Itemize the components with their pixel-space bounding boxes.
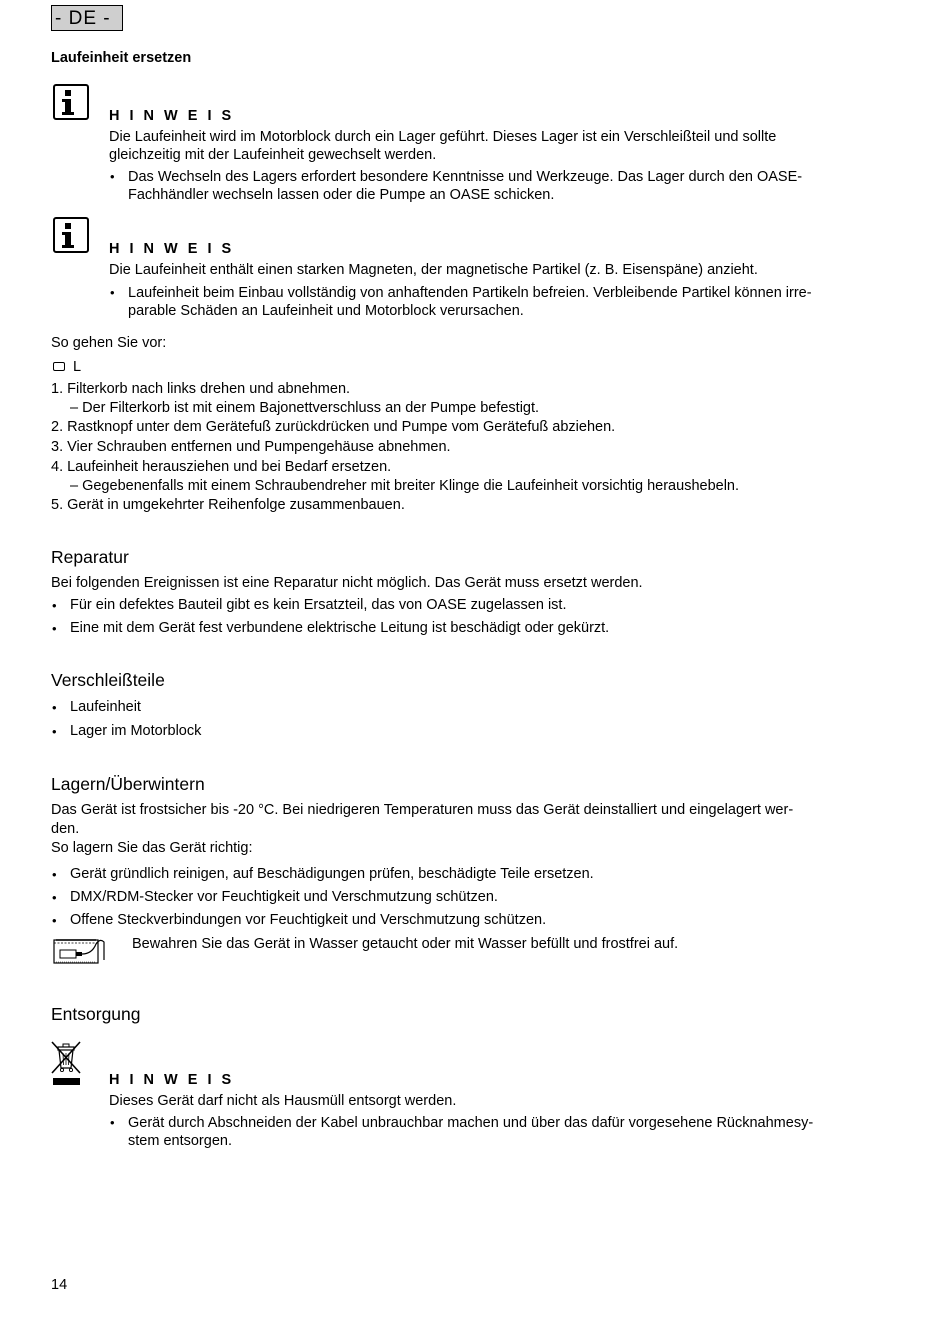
list-item: Gerät gründlich reinigen, auf Beschädigungen prüfen, beschädigte Teile ersetzen. [70, 866, 594, 882]
storage-icon-text: Bewahren Sie das Gerät in Wasser getaucht oder mit Wasser befüllt und frostfrei auf. [132, 936, 679, 952]
note-bullet-text: stem entsorgen. [128, 1133, 232, 1149]
note-bullet-text: Das Wechseln des Lagers erfordert besondere Kenntnisse und Werkzeuge. Das Lager durch den OASE- [128, 169, 803, 185]
steps-intro: So gehen Sie vor: [51, 335, 167, 351]
page-number: 14 [51, 1277, 68, 1293]
section-title-wear: Verschleißteile [51, 670, 165, 690]
step-subitem: – Gegebenenfalls mit einem Schraubendreher mit breiter Klinge die Laufeinheit vorsichtig heraushebeln. [70, 478, 740, 494]
section-title-replace: Laufeinheit ersetzen [51, 50, 192, 66]
section-title-disposal: Entsorgung [51, 1004, 141, 1024]
bullet-icon: • [52, 890, 57, 905]
bullet-icon: • [52, 700, 57, 715]
bullet-icon: • [52, 867, 57, 882]
section-title-storage: Lagern/Überwintern [51, 774, 205, 794]
info-icon [53, 217, 89, 253]
note-bullet-text: Fachhändler wechseln lassen oder die Pumpe an OASE schicken. [128, 187, 555, 203]
note-bullet-text: Gerät durch Abschneiden der Kabel unbrauchbar machen und über das dafür vorgesehene Rücknahmesy- [128, 1115, 814, 1131]
weee-bin-icon [50, 1040, 84, 1086]
step-item: 2. Rastknopf unter dem Gerätefuß zurückdrücken und Pumpe vom Gerätefuß abziehen. [51, 419, 616, 435]
note-label: H I N W E I S [109, 241, 235, 257]
note-text: gleichzeitig mit der Laufeinheit gewechselt werden. [109, 147, 437, 163]
bullet-icon: • [52, 598, 57, 613]
storage-text: Das Gerät ist frostsicher bis -20 °C. Bei niedrigeren Temperaturen muss das Gerät deinstalliert und eingelagert wer- [51, 802, 794, 818]
info-icon [53, 84, 89, 120]
storage-text: So lagern Sie das Gerät richtig: [51, 840, 253, 856]
bullet-icon: • [110, 169, 115, 184]
step-subitem: – Der Filterkorb ist mit einem Bajonettverschluss an der Pumpe befestigt. [70, 400, 540, 416]
note-text: Die Laufeinheit wird im Motorblock durch ein Lager geführt. Dieses Lager ist ein Verschleißteil und sollte [109, 129, 777, 145]
list-item: Für ein defektes Bauteil gibt es kein Ersatzteil, das von OASE zugelassen ist. [70, 597, 567, 613]
language-badge: - DE - [51, 5, 123, 31]
step-item: 5. Gerät in umgekehrter Reihenfolge zusammenbauen. [51, 497, 405, 513]
repair-intro: Bei folgenden Ereignissen ist eine Reparatur nicht möglich. Das Gerät muss ersetzt werden. [51, 575, 643, 591]
bullet-icon: • [110, 285, 115, 300]
note-bullet-text: parable Schäden an Laufeinheit und Motorblock verursachen. [128, 303, 524, 319]
step-item: 4. Laufeinheit herausziehen und bei Bedarf ersetzen. [51, 459, 392, 475]
list-item: DMX/RDM-Stecker vor Feuchtigkeit und Verschmutzung schützen. [70, 889, 498, 905]
bullet-icon: • [52, 913, 57, 928]
step-item: 3. Vier Schrauben entfernen und Pumpengehäuse abnehmen. [51, 439, 451, 455]
bullet-icon: • [110, 1115, 115, 1130]
section-title-repair: Reparatur [51, 547, 129, 567]
note-text: Die Laufeinheit enthält einen starken Magneten, der magnetische Partikel (z. B. Eisenspäne) anzieht. [109, 262, 758, 278]
list-item: Offene Steckverbindungen vor Feuchtigkeit und Verschmutzung schützen. [70, 912, 547, 928]
note-label: H I N W E I S [109, 108, 235, 124]
note-bullet-text: Laufeinheit beim Einbau vollständig von anhaftenden Partikeln befreien. Verbleibende Partikel können irre- [128, 285, 812, 301]
step-item: 1. Filterkorb nach links drehen und abnehmen. [51, 381, 351, 397]
note-text: Dieses Gerät darf nicht als Hausmüll entsorgt werden. [109, 1093, 457, 1109]
bullet-icon: • [52, 621, 57, 636]
figure-ref: L [73, 359, 82, 375]
bullet-icon: • [52, 724, 57, 739]
figure-ref-icon [53, 362, 65, 371]
list-item: Laufeinheit [70, 699, 141, 715]
list-item: Lager im Motorblock [70, 723, 202, 739]
storage-text: den. [51, 821, 80, 837]
list-item: Eine mit dem Gerät fest verbundene elektrische Leitung ist beschädigt oder gekürzt. [70, 620, 610, 636]
water-storage-icon [52, 934, 108, 966]
note-label: H I N W E I S [109, 1072, 235, 1088]
